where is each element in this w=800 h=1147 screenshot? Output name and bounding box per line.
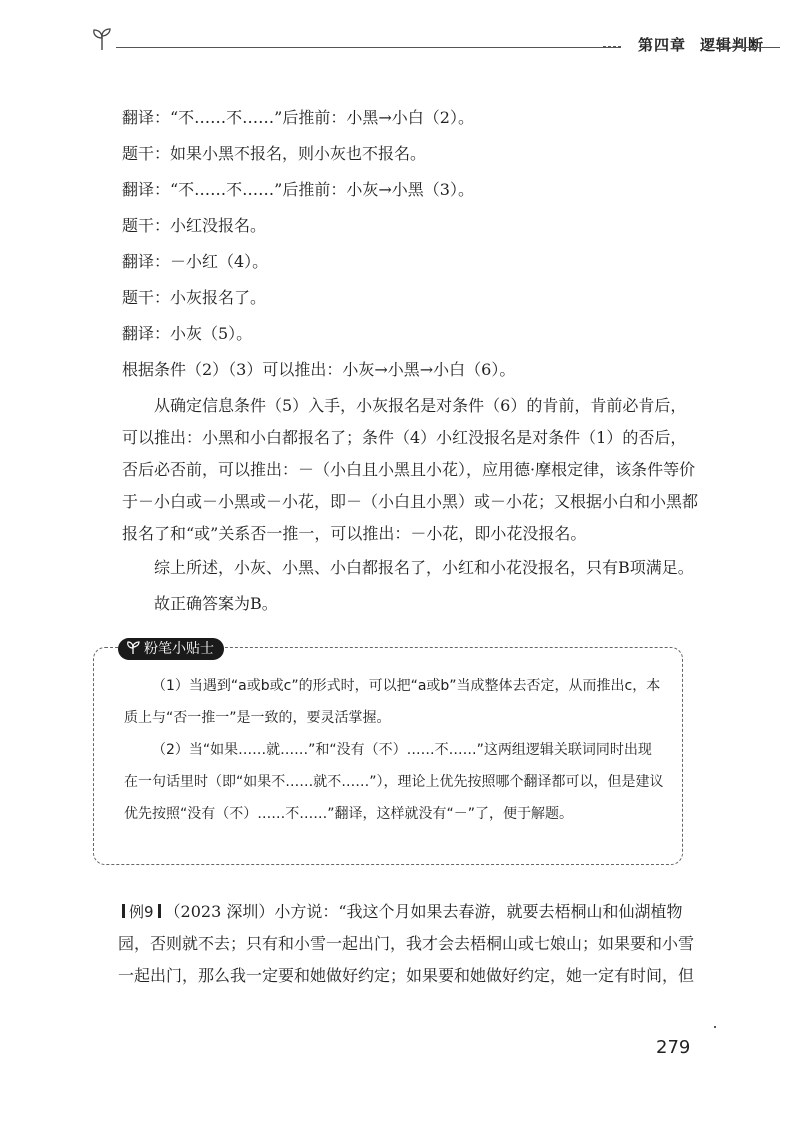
- chapter-number: 第四章: [638, 36, 687, 54]
- text-line: 题干：如果小黑不报名，则小灰也不报名。: [122, 144, 427, 163]
- text-line: 根据条件（2）（3）可以推出：小灰→小黑→小白（6）。: [122, 360, 516, 379]
- text-line: 翻译：小灰（5）。: [122, 324, 253, 343]
- analysis-paragraph: 从确定信息条件（5）入手，小灰报名是对条件（6）的肯前，肯前必肯后，可以推出：小黑和小白都报名了；条件（4）小红没报名是对条件（1）的否后，否后必否前，可以推出：－（小白且小黑且小花），应用德·摩根定律，该条件等价于－小白或－小黑或－小花，即－（小白且小黑）或－小花；又根据小白和小黑都报名了和“或”关系否一推一，可以推出：－小花，即小花没报名。: [122, 396, 699, 543]
- page-header: [90, 26, 780, 56]
- tip-badge-label: 粉笔小贴士: [144, 641, 214, 657]
- leaf-icon: [126, 641, 140, 655]
- text-line: 题干：小灰报名了。: [122, 288, 267, 307]
- example-bar-left: [122, 904, 125, 918]
- page-number: 279: [656, 1037, 691, 1058]
- text-line: 翻译：“不……不……”后推前：小灰→小黑（3）。: [122, 180, 474, 199]
- tip-badge: [118, 638, 224, 660]
- text-line: 翻译：“不……不……”后推前：小黑→小白（2）。: [122, 108, 474, 127]
- tip-content: [124, 670, 664, 830]
- example-question: [118, 896, 698, 992]
- example-text: （2023 深圳）小方说：“我这个月如果去春游，就要去梧桐山和仙湖植物园，否则就不去；只有和小雪一起出门，我才会去梧桐山或七娘山；如果要和小雪一起出门，那么我一定要和她做好约定；如果要和她做好约定，她一定有时间，但: [118, 902, 695, 985]
- header-rule-right: [702, 47, 780, 48]
- summary-paragraph: 综上所述，小灰、小黑、小白都报名了，小红和小花没报名，只有B项满足。: [154, 558, 694, 577]
- solution-body: [122, 100, 702, 622]
- chapter-title: [638, 34, 764, 55]
- chapter-name: 逻辑判断: [700, 36, 765, 54]
- answer-paragraph: 故正确答案为B。: [154, 594, 278, 613]
- example-label: 例9: [129, 903, 154, 921]
- sprout-icon: [90, 26, 114, 52]
- speck: [714, 1026, 716, 1028]
- example-bar-right: [158, 904, 161, 918]
- text-line: 翻译：－小红（4）。: [122, 252, 269, 271]
- tip-paragraph-2: （2）当“如果……就……”和“没有（不）……不……”这两组逻辑关联词同时出现在一句话里时（即“如果不……就不……”），理论上优先按照哪个翻译都可以，但是建议优先按照“没有（不）……不……”翻译，这样就没有“－”了，便于解题。: [124, 742, 664, 822]
- text-line: 题干：小红没报名。: [122, 216, 267, 235]
- header-rule-left: [116, 47, 621, 48]
- tip-paragraph-1: （1）当遇到“a或b或c”的形式时，可以把“a或b”当成整体去否定，从而推出c，本质上与“否一推一”是一致的，要灵活掌握。: [124, 678, 661, 726]
